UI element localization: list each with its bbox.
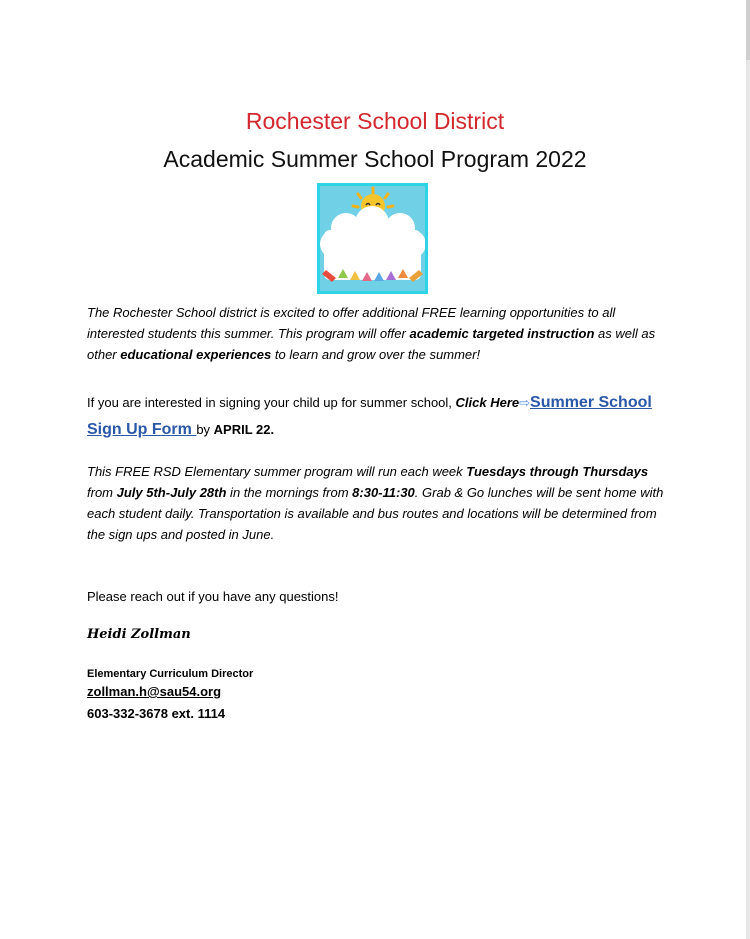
emphasis-academic: academic targeted instruction (409, 326, 595, 341)
intro-paragraph: The Rochester School district is excited to offer additional FREE learning opportunities to all interested students this summer. This program will offer academic targeted instruction as well as other educational experiences to learn and grow over the summer! (87, 305, 656, 362)
summer-sun-clouds-pencils-icon (317, 183, 428, 294)
program-title: Academic Summer School Program 2022 (163, 146, 587, 172)
signup-paragraph: If you are interested in signing your child up for summer school, Click Here⇨Summer School Sign Up Form by APRIL 22. (87, 394, 652, 438)
signature-name: Heidi Zollman (87, 627, 191, 642)
contact-role: Elementary Curriculum Director (87, 668, 254, 680)
arrow-right-icon: ⇨ (519, 395, 531, 410)
emphasis-educational: educational experiences (120, 347, 272, 362)
closing-text: Please reach out if you have any questions! (87, 589, 339, 604)
program-time: 8:30-11:30 (352, 485, 415, 500)
page-edge-shadow (746, 0, 750, 60)
click-here-text: Click Here (455, 395, 520, 410)
program-dates: July 5th-July 28th (116, 485, 227, 500)
details-paragraph: This FREE RSD Elementary summer program will run each week Tuesdays through Thursdays from July 5th-July 28th in the mornings from 8:30-11:30. Grab & Go lunches will be sent home with each student daily. Transportation is available and bus routes and locations will be determined from the sign ups and posted in June. (87, 464, 664, 542)
district-title: Rochester School District (245, 108, 505, 134)
page-edge (746, 0, 750, 939)
contact-phone: 603-332-3678 ext. 1114 (87, 706, 226, 721)
program-days: Tuesdays through Thursdays (466, 464, 649, 479)
deadline: APRIL 22. (213, 422, 275, 437)
signup-form-link[interactable]: Summer School Sign Up Form (87, 394, 652, 438)
contact-email-link[interactable]: zollman.h@sau54.org (87, 684, 222, 699)
